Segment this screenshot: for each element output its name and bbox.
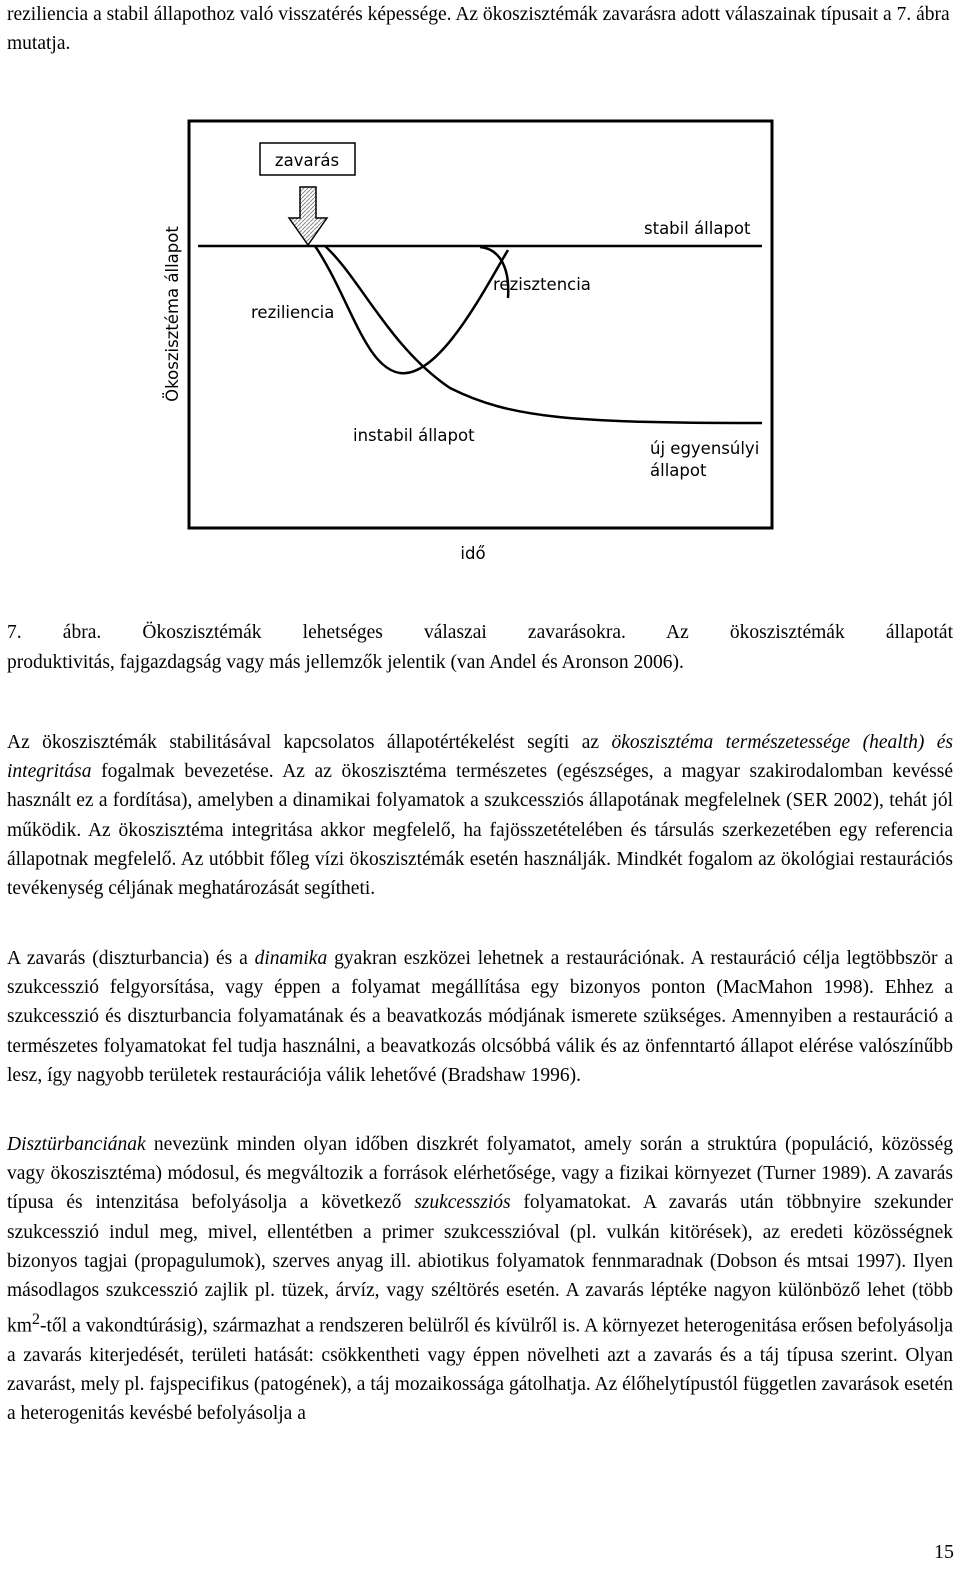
disturbance-label: zavarás (274, 151, 340, 170)
caption-line-1: 7. ábra. Ökoszisztémák lehetséges válaszai zavarásokra. Az ökoszisztémák állapotát (7, 622, 953, 643)
stable-state-label: stabil állapot (644, 219, 751, 238)
new-equilibrium-label-line2: állapot (650, 461, 707, 480)
figure-caption (7, 618, 953, 677)
figure-diagram (150, 118, 780, 578)
unstable-state-label: instabil állapot (353, 426, 475, 445)
resilience-label: reziliencia (251, 303, 335, 322)
new-equilibrium-label-line1: új egyensúlyi (650, 439, 760, 458)
paragraph-disturbance-dynamics: A zavarás (diszturbancia) és a dinamika gyakran eszközei lehetnek a restaurációnak. A restauráció célja legtöbbször a szukcesszió felgyorsítása, vagy éppen a folyamat megállítása egy bizonyos ponton (MacMahon 1998). Ehhez a szukcesszió és diszturbancia folyamatának és a beavatkozás módjának ismerete szükséges. Amennyiben a restauráció a természetes folyamatokat fel tudja használni, a beavatkozás olcsóbbá válik és az önfenntartó állapot elérése valószínűbb lesz, így nagyobb területek restaurációja válik lehetővé (Bradshaw 1996). (7, 948, 953, 1086)
caption-line-2: produktivitás, fajgazdagság vagy más jellemzők jelentik (van Andel és Aronson 2006). (7, 651, 684, 673)
x-axis-label: idő (460, 544, 486, 563)
resistance-label: rezisztencia (493, 275, 591, 294)
ecosystem-response-figure (150, 118, 780, 578)
disturbance-arrow-icon (289, 187, 327, 245)
paragraph-health-integrity: Az ökoszisztémák stabilitásával kapcsolatos állapotértékelést segíti az ökoszisztéma természetessége (health) és integritása fogalmak bevezetése. Az az ökoszisztéma természetes (egészséges, a magyar szakirodalomban kevéssé használt ez a fordítása), amelyben a dinamikai folyamatok a szukcessziós állapotának megfelelnek (SER 2002), tehát jól működik. Az ökoszisztéma integritása akkor megfelelő, ha fajösszetételében és társulás szerkezetében egy referencia állapotnak megfelelő. Az utóbbit főleg vízi ökoszisztémák esetén használják. Mindkét fogalom az ökológiai restaurációs tevékenység céljának meghatározását segítheti. (7, 732, 953, 900)
new-equilibrium-curve (325, 246, 762, 423)
intro-paragraph: reziliencia a stabil állapothoz való visszatérés képessége. Az ökoszisztémák zavarásra adott válaszainak típusait a 7. ábra mutatja. (7, 4, 950, 55)
page-number: 15 (934, 1541, 954, 1563)
y-axis-label: Ökoszisztéma állapot (163, 226, 182, 402)
paragraph-disturbance-definition: Disztürbanciának nevezünk minden olyan időben diszkrét folyamatot, amely során a struktúra (populáció, közösség vagy ökoszisztéma) módosul, és megváltozik a források elérhetősége, vagy a fizikai környezet (Turner 1989). A zavarás típusa és intenzitása befolyásolja a következő szukcessziós folyamatokat. A zavarás után többnyire szekunder szukcesszió indul meg, mivel, ellentétben a primer szukcesszióval (pl. vulkán kitörések), az eredeti közösségnek bizonyos tagjai (propagulumok), szerves anyag ill. abiotikus folyamatok fennmaradnak (Dobson és mtsai 1997). Ilyen másodlagos szukcesszió zajlik pl. tüzek, árvíz, vagy széltörés esetén. A zavarás léptéke nagyon különböző lehet (több $km^2$-től a vakondtúrásig), származhat a rendszeren belülről és kívülről is. A környezet heterogenitása erősen befolyásolja a zavarás kiterjedését, területi hatását: csökkentheti vagy éppen növelheti azt a zavarás és a táj típusa szerint. Olyan zavarást, mely pl. fajspecifikus (patogének), a táj mozaikossága gátolhatja. Az élőhelytípustól független zavarások esetén a heterogenitás kevésbé befolyásolja a (7, 1134, 953, 1425)
